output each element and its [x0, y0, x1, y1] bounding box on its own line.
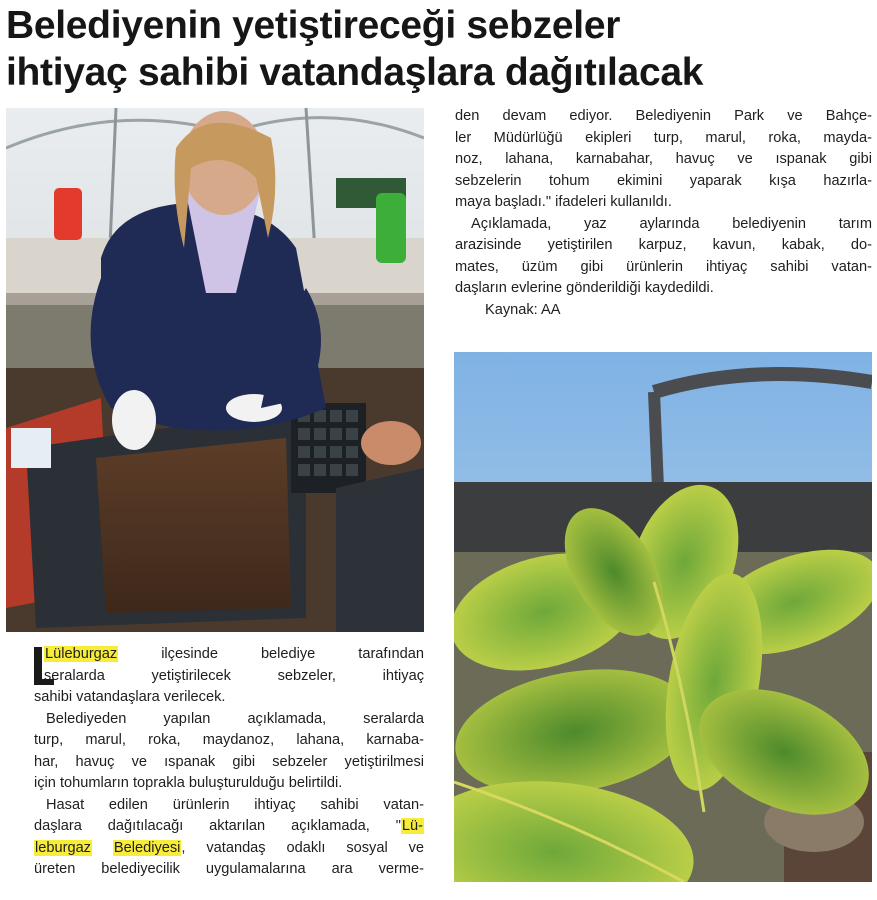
- right-text-column: [455, 106, 872, 321]
- r-line-5: maya başladı." ifadeleri kullanıldı.: [455, 194, 672, 210]
- greenhouse-worker-photo: [6, 108, 424, 632]
- p3-line-3: leburgaz Belediyesi, vatandaş odaklı sosyal ve: [35, 839, 424, 856]
- headline-line-1: Belediyenin yetiştireceği sebzeler: [6, 4, 621, 47]
- p2-line-4: için tohumların toprakla buluşturulduğu belirtildi.: [34, 775, 343, 791]
- headline-line-2: ihtiyaç sahibi vatandaşlara dağıtılacak: [6, 51, 704, 94]
- highlight-lu: Lü-: [401, 818, 423, 834]
- r-line-3: noz, lahana, karnabahar, havuç ve ıspanak gibi: [455, 151, 872, 167]
- p2-line-3: har, havuç ve ıspanak gibi sebzeler yetiştirilmesi: [34, 753, 424, 770]
- p2-line-2: turp, marul, roka, maydanoz, lahana, karnaba-: [34, 732, 424, 748]
- r-line-1: den devam ediyor. Belediyenin Park ve Bahçe-: [455, 108, 872, 124]
- p1-line-2: seralarda yetiştirilecek sebzeler, ihtiyaç: [44, 667, 424, 684]
- p3-line-2: daşlara dağıtılacağı aktarılan açıklamada, "Lü-: [34, 818, 423, 834]
- highlight-leburgaz: leburgaz: [35, 839, 91, 856]
- p3-line-1: Hasat edilen ürünlerin ihtiyaç sahibi vatan-: [46, 796, 424, 813]
- headline: [6, 2, 874, 96]
- p2-line-1: Belediyeden yapılan açıklamada, seralarda: [46, 710, 424, 727]
- p3-line-4: üreten belediyecilik uygulamalarına ara verme-: [34, 861, 424, 877]
- second-paragraph: [34, 709, 424, 795]
- seedling-closeup-photo: [454, 352, 872, 882]
- r-line-4: sebzelerin tohum ekimini yaparak kışa hazırla-: [455, 172, 872, 189]
- third-paragraph: [34, 795, 424, 881]
- first-paragraph: [34, 644, 424, 709]
- highlight-luleburgaz: Lüleburgaz: [45, 646, 118, 662]
- r-line-2: ler Müdürlüğü ekipleri turp, marul, roka, mayda-: [455, 129, 872, 146]
- p1-line-1: Lüleburgaz ilçesinde belediye tarafından: [45, 646, 424, 662]
- r-line-7: arazisinde yetiştirilen karpuz, kavun, kabak, do-: [455, 237, 872, 253]
- dropcap-mark: [34, 647, 54, 685]
- left-text-column: [34, 644, 424, 881]
- source-credit: Kaynak: AA: [485, 301, 561, 318]
- p1-line-3: sahibi vatandaşlara verilecek.: [34, 689, 226, 705]
- highlight-belediyesi: Belediyesi: [113, 839, 181, 856]
- r-line-9: daşların evlerine gönderildiği kaydedildi.: [455, 280, 714, 296]
- r-line-6: Açıklamada, yaz aylarında belediyenin tarım: [471, 215, 872, 232]
- r-line-8: mates, üzüm gibi ürünlerin ihtiyaç sahibi vatan-: [455, 258, 872, 275]
